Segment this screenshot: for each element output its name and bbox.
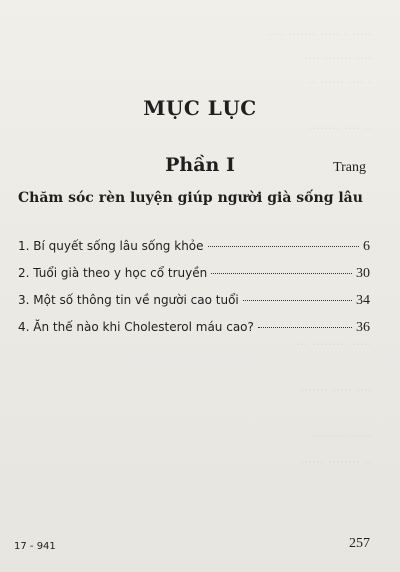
toc-entry [18,266,370,293]
print-code: 17 - 941 [14,541,56,552]
page-number: 257 [349,536,370,551]
toc-entry [18,239,370,266]
toc-entry-title: 4. Ăn thế nào khi Cholesterol máu cao? [18,320,254,334]
dot-leader [258,327,352,328]
toc-entry-page: 36 [356,320,370,335]
part-heading: Phần I [165,154,235,176]
toc-entry-title: 1. Bí quyết sống lâu sống khỏe [18,239,204,253]
toc-entry [18,320,370,347]
dot-leader [211,273,352,274]
toc-entry-page: 34 [356,293,370,308]
table-of-contents [18,239,370,347]
toc-entry-title: 3. Một số thông tin về người cao tuổi [18,293,239,307]
page-title: MỤC LỤC [143,96,257,120]
section-heading: Chăm sóc rèn luyện giúp người già sống lâu [18,190,363,206]
page-column-label: Trang [333,160,366,175]
toc-entry [18,293,370,320]
dot-leader [243,300,352,301]
dot-leader [208,246,359,247]
document-page: ···· ······· ····· · ····· ···· ······· ···· ·· ······ ···· · ········ ···· ·· ··· ········ ······ ······· ····· ···· ········ ······ ······ ········ ·· MỤC LỤC Phần I Trang Chăm sóc rèn luyện giúp người già sống lâu 1. Bí quyết sống lâu sống khỏe 6 2. Tuổi già theo y học cổ truyền 30 3. Một số thông tin về người cao tuổi 34 4. Ăn thế nào khi Cholesterol máu cao? 36 17 - 941 257 [0,0,400,572]
toc-entry-page: 6 [363,239,370,254]
toc-entry-page: 30 [356,266,370,281]
toc-entry-title: 2. Tuổi già theo y học cổ truyền [18,266,208,280]
